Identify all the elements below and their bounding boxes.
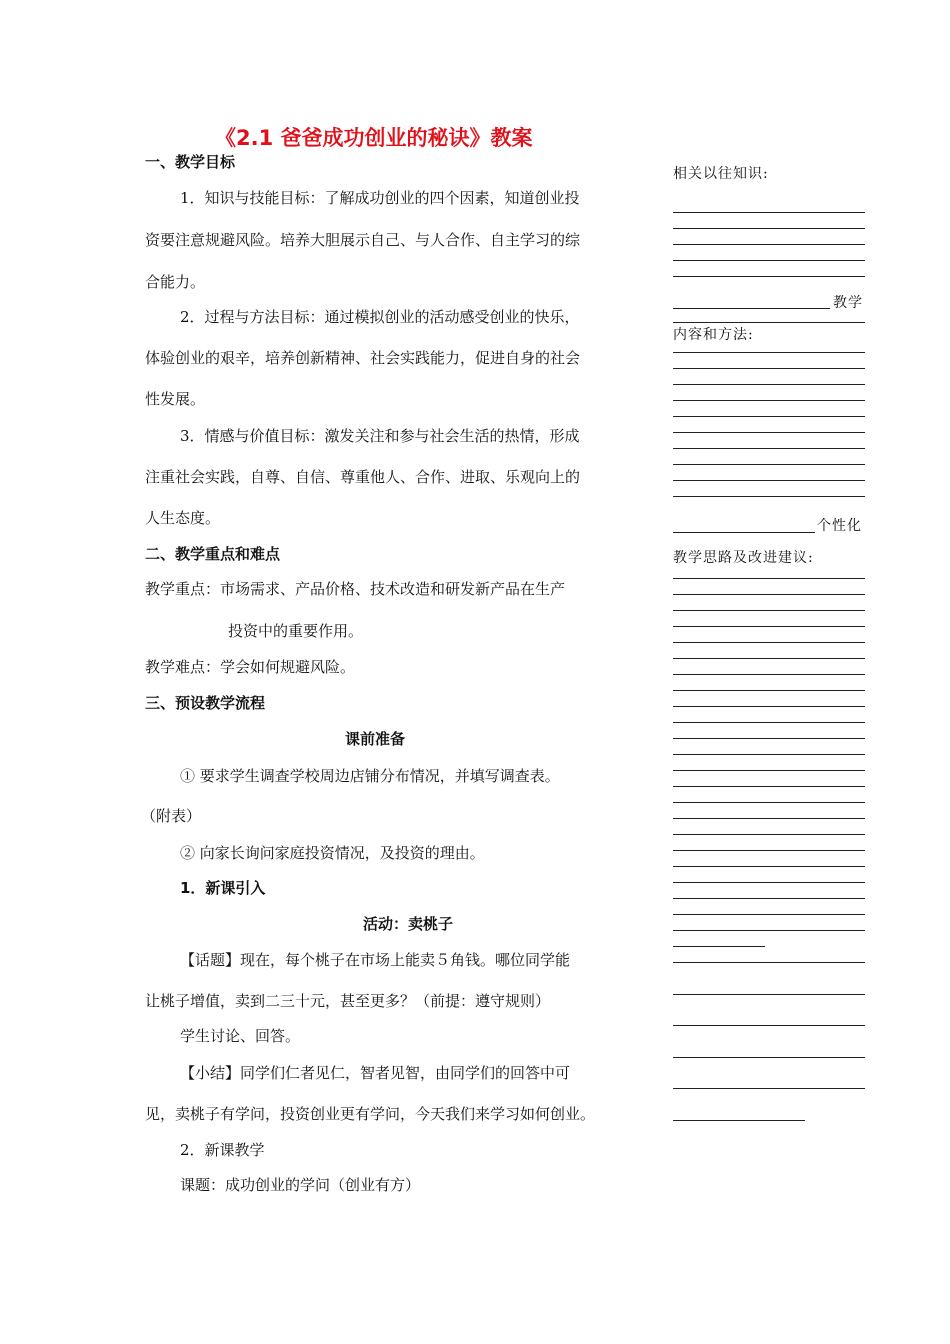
blank-writing-line xyxy=(673,532,815,533)
note-label-content-method: 内容和方法: xyxy=(673,327,754,343)
blank-writing-line xyxy=(673,496,865,497)
blank-writing-line xyxy=(673,1088,865,1089)
topic-line1: 【话题】现在，每个桃子在市场上能卖５角钱。哪位同学能 xyxy=(180,951,571,969)
blank-writing-line xyxy=(673,260,865,261)
blank-writing-line xyxy=(673,432,865,433)
blank-writing-line xyxy=(673,448,865,449)
note-label-personalized: 个性化 xyxy=(817,518,862,534)
blank-writing-line xyxy=(673,416,865,417)
blank-writing-line xyxy=(673,1120,805,1121)
blank-writing-line xyxy=(673,818,865,819)
blank-writing-line xyxy=(673,706,865,707)
blank-writing-line xyxy=(673,322,865,323)
blank-writing-line xyxy=(673,400,865,401)
page-title: 《2.1 爸爸成功创业的秘诀》教案 xyxy=(215,126,533,150)
blank-writing-line xyxy=(673,722,865,723)
note-label-suggestions: 教学思路及改进建议: xyxy=(673,550,814,566)
blank-writing-line xyxy=(673,882,865,883)
key-line2: 投资中的重要作用。 xyxy=(228,622,364,640)
blank-writing-line xyxy=(673,866,865,867)
blank-writing-line xyxy=(673,802,865,803)
goal2-line2: 体验创业的艰辛，培养创新精神、社会实践能力，促进自身的社会 xyxy=(145,349,581,367)
blank-writing-line xyxy=(673,212,865,213)
goal2-line3: 性发展。 xyxy=(145,390,206,408)
teach-heading: 2．新课教学 xyxy=(180,1141,265,1159)
blank-writing-line xyxy=(673,276,865,277)
blank-writing-line xyxy=(673,850,865,851)
topic-line2: 让桃子增值，卖到二三十元，甚至更多？（前提：遵守规则） xyxy=(145,992,551,1010)
discuss-line: 学生讨论、回答。 xyxy=(180,1027,301,1045)
blank-writing-line xyxy=(673,834,865,835)
goals-heading: 一、教学目标 xyxy=(145,153,236,171)
blank-writing-line xyxy=(673,1057,865,1058)
blank-writing-line xyxy=(673,962,865,963)
note-label-teaching: 教学 xyxy=(833,295,863,311)
blank-writing-line xyxy=(673,770,865,771)
note-label-prior-knowledge: 相关以往知识: xyxy=(673,166,769,182)
difficulty-line: 教学难点：学会如何规避风险。 xyxy=(145,658,356,676)
blank-writing-line xyxy=(673,228,865,229)
goal1-line3: 合能力。 xyxy=(145,273,206,291)
blank-writing-line xyxy=(673,1025,865,1026)
blank-writing-line xyxy=(673,658,865,659)
blank-writing-line xyxy=(673,930,865,931)
blank-writing-line xyxy=(673,308,830,309)
blank-writing-line xyxy=(673,464,865,465)
goal2-line1: 2．过程与方法目标：通过模拟创业的活动感受创业的快乐， xyxy=(180,308,580,326)
goal1-line1: 1．知识与技能目标：了解成功创业的四个因素，知道创业投 xyxy=(180,189,580,207)
blank-writing-line xyxy=(673,786,865,787)
blank-writing-line xyxy=(673,738,865,739)
blank-writing-line xyxy=(673,594,865,595)
blank-writing-line xyxy=(673,244,865,245)
goal3-line3: 人生态度。 xyxy=(145,509,221,527)
blank-writing-line xyxy=(673,754,865,755)
blank-writing-line xyxy=(673,480,865,481)
summary-line2: 见，卖桃子有学问，投资创业更有学问，今天我们来学习如何创业。 xyxy=(145,1105,596,1123)
goal3-line1: 3．情感与价值目标：激发关注和参与社会生活的热情，形成 xyxy=(180,427,580,445)
blank-writing-line xyxy=(673,352,865,353)
blank-writing-line xyxy=(673,384,865,385)
prep-item1: ① 要求学生调查学校周边店铺分布情况，并填写调查表。 xyxy=(180,767,560,785)
flow-heading: 三、预设教学流程 xyxy=(145,694,266,712)
blank-writing-line xyxy=(673,690,865,691)
summary-line1: 【小结】同学们仁者见仁，智者见智，由同学们的回答中可 xyxy=(180,1064,571,1082)
intro-heading: 1．新课引入 xyxy=(180,879,266,897)
blank-writing-line xyxy=(673,994,865,995)
lesson-topic: 课题：成功创业的学问（创业有方） xyxy=(180,1176,421,1194)
key-line1: 教学重点：市场需求、产品价格、技术改造和研发新产品在生产 xyxy=(145,580,566,598)
key-heading: 二、教学重点和难点 xyxy=(145,545,281,563)
blank-writing-line xyxy=(673,914,865,915)
prep-heading: 课前准备 xyxy=(345,730,406,748)
goal3-line2: 注重社会实践，自尊、自信、尊重他人、合作、进取、乐观向上的 xyxy=(145,468,581,486)
goal1-line2: 资要注意规避风险。培养大胆展示自己、与人合作、自主学习的综 xyxy=(145,231,581,249)
blank-writing-line xyxy=(673,946,765,947)
prep-item1-cont: （附表） xyxy=(141,807,202,825)
activity-heading: 活动：卖桃子 xyxy=(363,915,454,933)
blank-writing-line xyxy=(673,626,865,627)
blank-writing-line xyxy=(673,642,865,643)
blank-writing-line xyxy=(673,898,865,899)
prep-item2: ② 向家长询问家庭投资情况，及投资的理由。 xyxy=(180,844,485,862)
blank-writing-line xyxy=(673,610,865,611)
blank-writing-line xyxy=(673,368,865,369)
blank-writing-line xyxy=(673,674,865,675)
blank-writing-line xyxy=(673,578,865,579)
